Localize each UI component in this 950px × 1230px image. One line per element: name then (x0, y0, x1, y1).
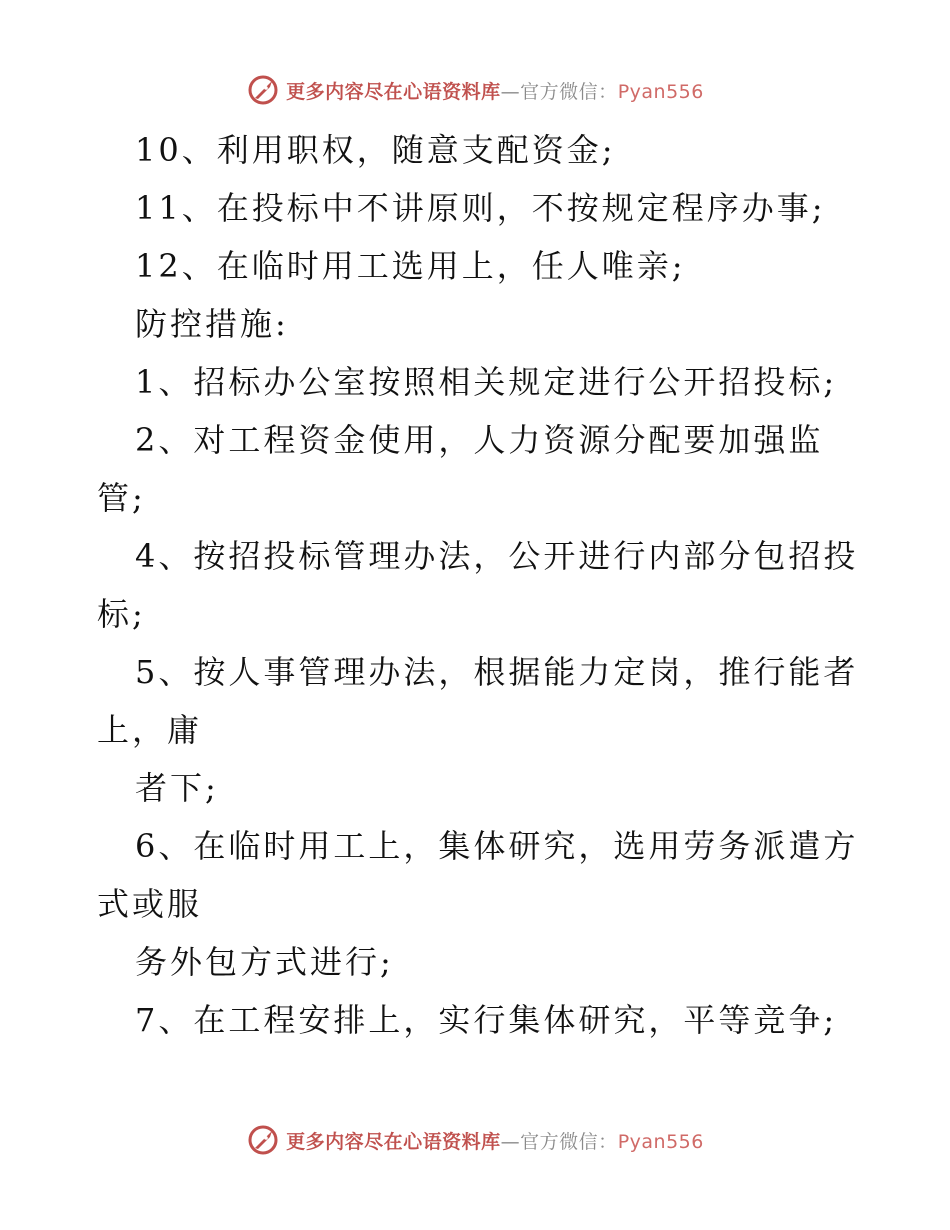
watermark-text (286, 77, 704, 104)
text-line: 2、对工程资金使用，人力资源分配要加强监 (135, 421, 824, 459)
text-line: 式或服 (97, 885, 203, 923)
text-line: 6、在临时用工上，集体研究，选用劳务派遣方 (135, 827, 859, 865)
text-line: 12、在临时用工选用上，任人唯亲; (135, 247, 686, 285)
pen-nib-circle-icon (246, 1123, 280, 1157)
text-line: 上，庸 (97, 711, 203, 749)
text-line: 11、在投标中不讲原则，不按规定程序办事; (135, 189, 826, 227)
watermark-prefix: 更多内容尽在心语资料库 (286, 80, 501, 103)
watermark-prefix: 更多内容尽在心语资料库 (286, 1130, 501, 1153)
watermark-dash: — (500, 80, 521, 103)
text-line: 4、按招投标管理办法，公开进行内部分包招投 (135, 537, 859, 575)
text-line: 者下; (135, 769, 219, 807)
text-line: 管; (97, 479, 146, 517)
text-line: 5、按人事管理办法，根据能力定岗，推行能者 (135, 653, 859, 691)
watermark-header (0, 70, 950, 110)
text-line: 10、利用职权，随意支配资金; (135, 131, 616, 169)
text-line: 标; (97, 595, 146, 633)
text-line: 务外包方式进行; (135, 943, 394, 981)
text-line: 1、招标办公室按照相关规定进行公开招投标; (135, 363, 838, 401)
watermark-dash: — (500, 1130, 521, 1153)
watermark-label: 官方微信： (520, 1130, 618, 1153)
watermark-text (286, 1127, 704, 1154)
watermark-label: 官方微信： (520, 80, 618, 103)
watermark-footer (0, 1120, 950, 1160)
watermark-id: Pyan556 (617, 80, 704, 103)
section-heading: 防控措施: (135, 305, 289, 343)
text-line: 7、在工程安排上，实行集体研究，平等竞争; (135, 1001, 838, 1039)
watermark-id: Pyan556 (617, 1130, 704, 1153)
pen-nib-circle-icon (246, 73, 280, 107)
